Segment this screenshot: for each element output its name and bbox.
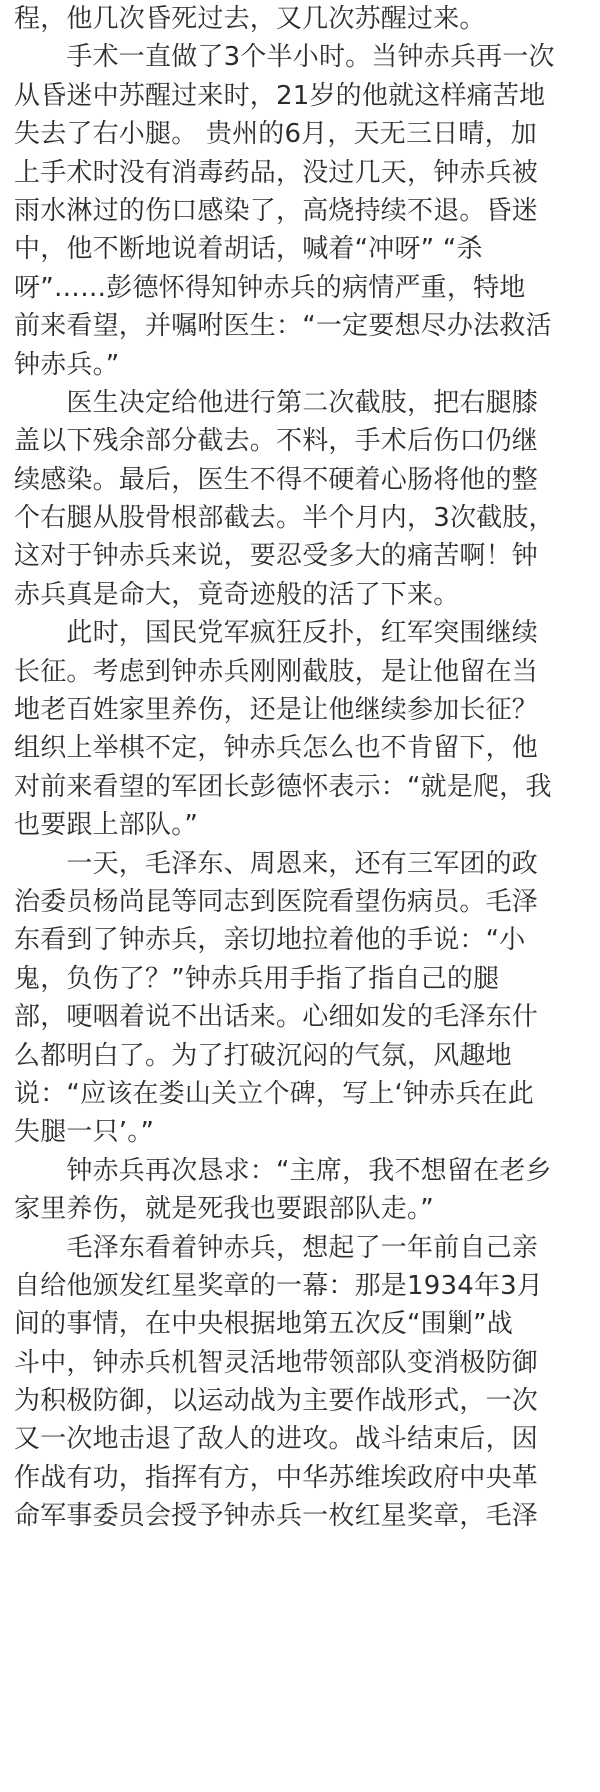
text-line: 治委员杨尚昆等同志到医院看望伤病员。毛泽 <box>14 886 539 917</box>
text-line: 从昏迷中苏醒过来时，21岁的他就这样痛苦地 <box>14 80 546 111</box>
text-line: 续感染。最后，医生不得不硬着心肠将他的整 <box>14 464 539 495</box>
text-line: 长征。考虑到钟赤兵刚刚截肢，是让他留在当 <box>14 656 539 687</box>
text-line: 东看到了钟赤兵，亲切地拉着他的手说：“小 <box>14 925 526 956</box>
text-line: 失腿一只’。” <box>14 1117 155 1148</box>
text-line: 手术一直做了3个半小时。当钟赤兵再一次 <box>14 42 555 73</box>
text-line: 说：“应该在娄山关立个碑，写上‘钟赤兵在此 <box>14 1078 534 1109</box>
text-line: 医生决定给他进行第二次截肢，把右腿膝 <box>14 387 539 418</box>
text-line: 一天，毛泽东、周恩来，还有三军团的政 <box>14 848 539 879</box>
text-line: 组织上举棋不定，钟赤兵怎么也不肯留下，他 <box>14 733 539 764</box>
text-line: 又一次地击退了敌人的进攻。战斗结束后，因 <box>14 1424 539 1455</box>
text-line: 钟赤兵。” <box>14 349 120 380</box>
text-line: 鬼，负伤了？”钟赤兵用手指了指自己的腿 <box>14 963 500 994</box>
article-body <box>14 0 588 1536</box>
text-line: 么都明白了。为了打破沉闷的气氛，风趣地 <box>14 1040 512 1071</box>
text-line: 此时，国民党军疯狂反扑，红军突围继续 <box>14 618 539 649</box>
text-line: 中，他不断地说着胡话，喊着“冲呀” “杀 <box>14 234 483 265</box>
text-line: 程，他几次昏死过去，又几次苏醒过来。 <box>14 4 486 34</box>
text-line: 家里养伤，就是死我也要跟部队走。” <box>14 1194 434 1225</box>
text-line: 毛泽东看着钟赤兵，想起了一年前自己亲 <box>14 1232 539 1263</box>
text-line: 斗中，钟赤兵机智灵活地带领部队变消极防御 <box>14 1347 539 1378</box>
text-line: 前来看望，并嘱咐医生：“一定要想尽办法救活 <box>14 311 552 342</box>
text-line: 上手术时没有消毒药品，没过几天，钟赤兵被 <box>14 157 539 188</box>
text-line: 盖以下残余部分截去。不料，手术后伤口仍继 <box>14 426 539 457</box>
text-line: 也要跟上部队。” <box>14 810 199 841</box>
text-line: 对前来看望的军团长彭德怀表示：“就是爬，我 <box>14 771 552 802</box>
text-line: 地老百姓家里养伤，还是让他继续参加长征？ <box>14 695 539 726</box>
text-line: 命军事委员会授予钟赤兵一枚红星奖章，毛泽 <box>14 1501 539 1532</box>
text-line: 部，哽咽着说不出话来。心细如发的毛泽东什 <box>14 1002 539 1033</box>
text-line: 这对于钟赤兵来说，要忍受多大的痛苦啊！钟 <box>14 541 539 572</box>
text-line: 为积极防御，以运动战为主要作战形式，一次 <box>14 1386 539 1417</box>
text-line: 间的事情，在中央根据地第五次反“围剿”战 <box>14 1309 513 1340</box>
text-line: 呀”……彭德怀得知钟赤兵的病情严重，特地 <box>14 272 526 303</box>
text-line: 个右腿从股骨根部截去。半个月内，3次截肢， <box>14 503 555 534</box>
text-line: 钟赤兵再次恳求：“主席，我不想留在老乡 <box>14 1155 552 1186</box>
text-line: 赤兵真是命大，竟奇迹般的活了下来。 <box>14 579 460 610</box>
text-line: 失去了右小腿。 贵州的6月，天无三日晴，加 <box>14 119 538 150</box>
text-line: 作战有功，指挥有方，中华苏维埃政府中央革 <box>14 1462 539 1493</box>
text-line: 雨水淋过的伤口感染了，高烧持续不退。昏迷 <box>14 195 539 226</box>
text-line: 自给他颁发红星奖章的一幕：那是1934年3月 <box>14 1270 544 1301</box>
